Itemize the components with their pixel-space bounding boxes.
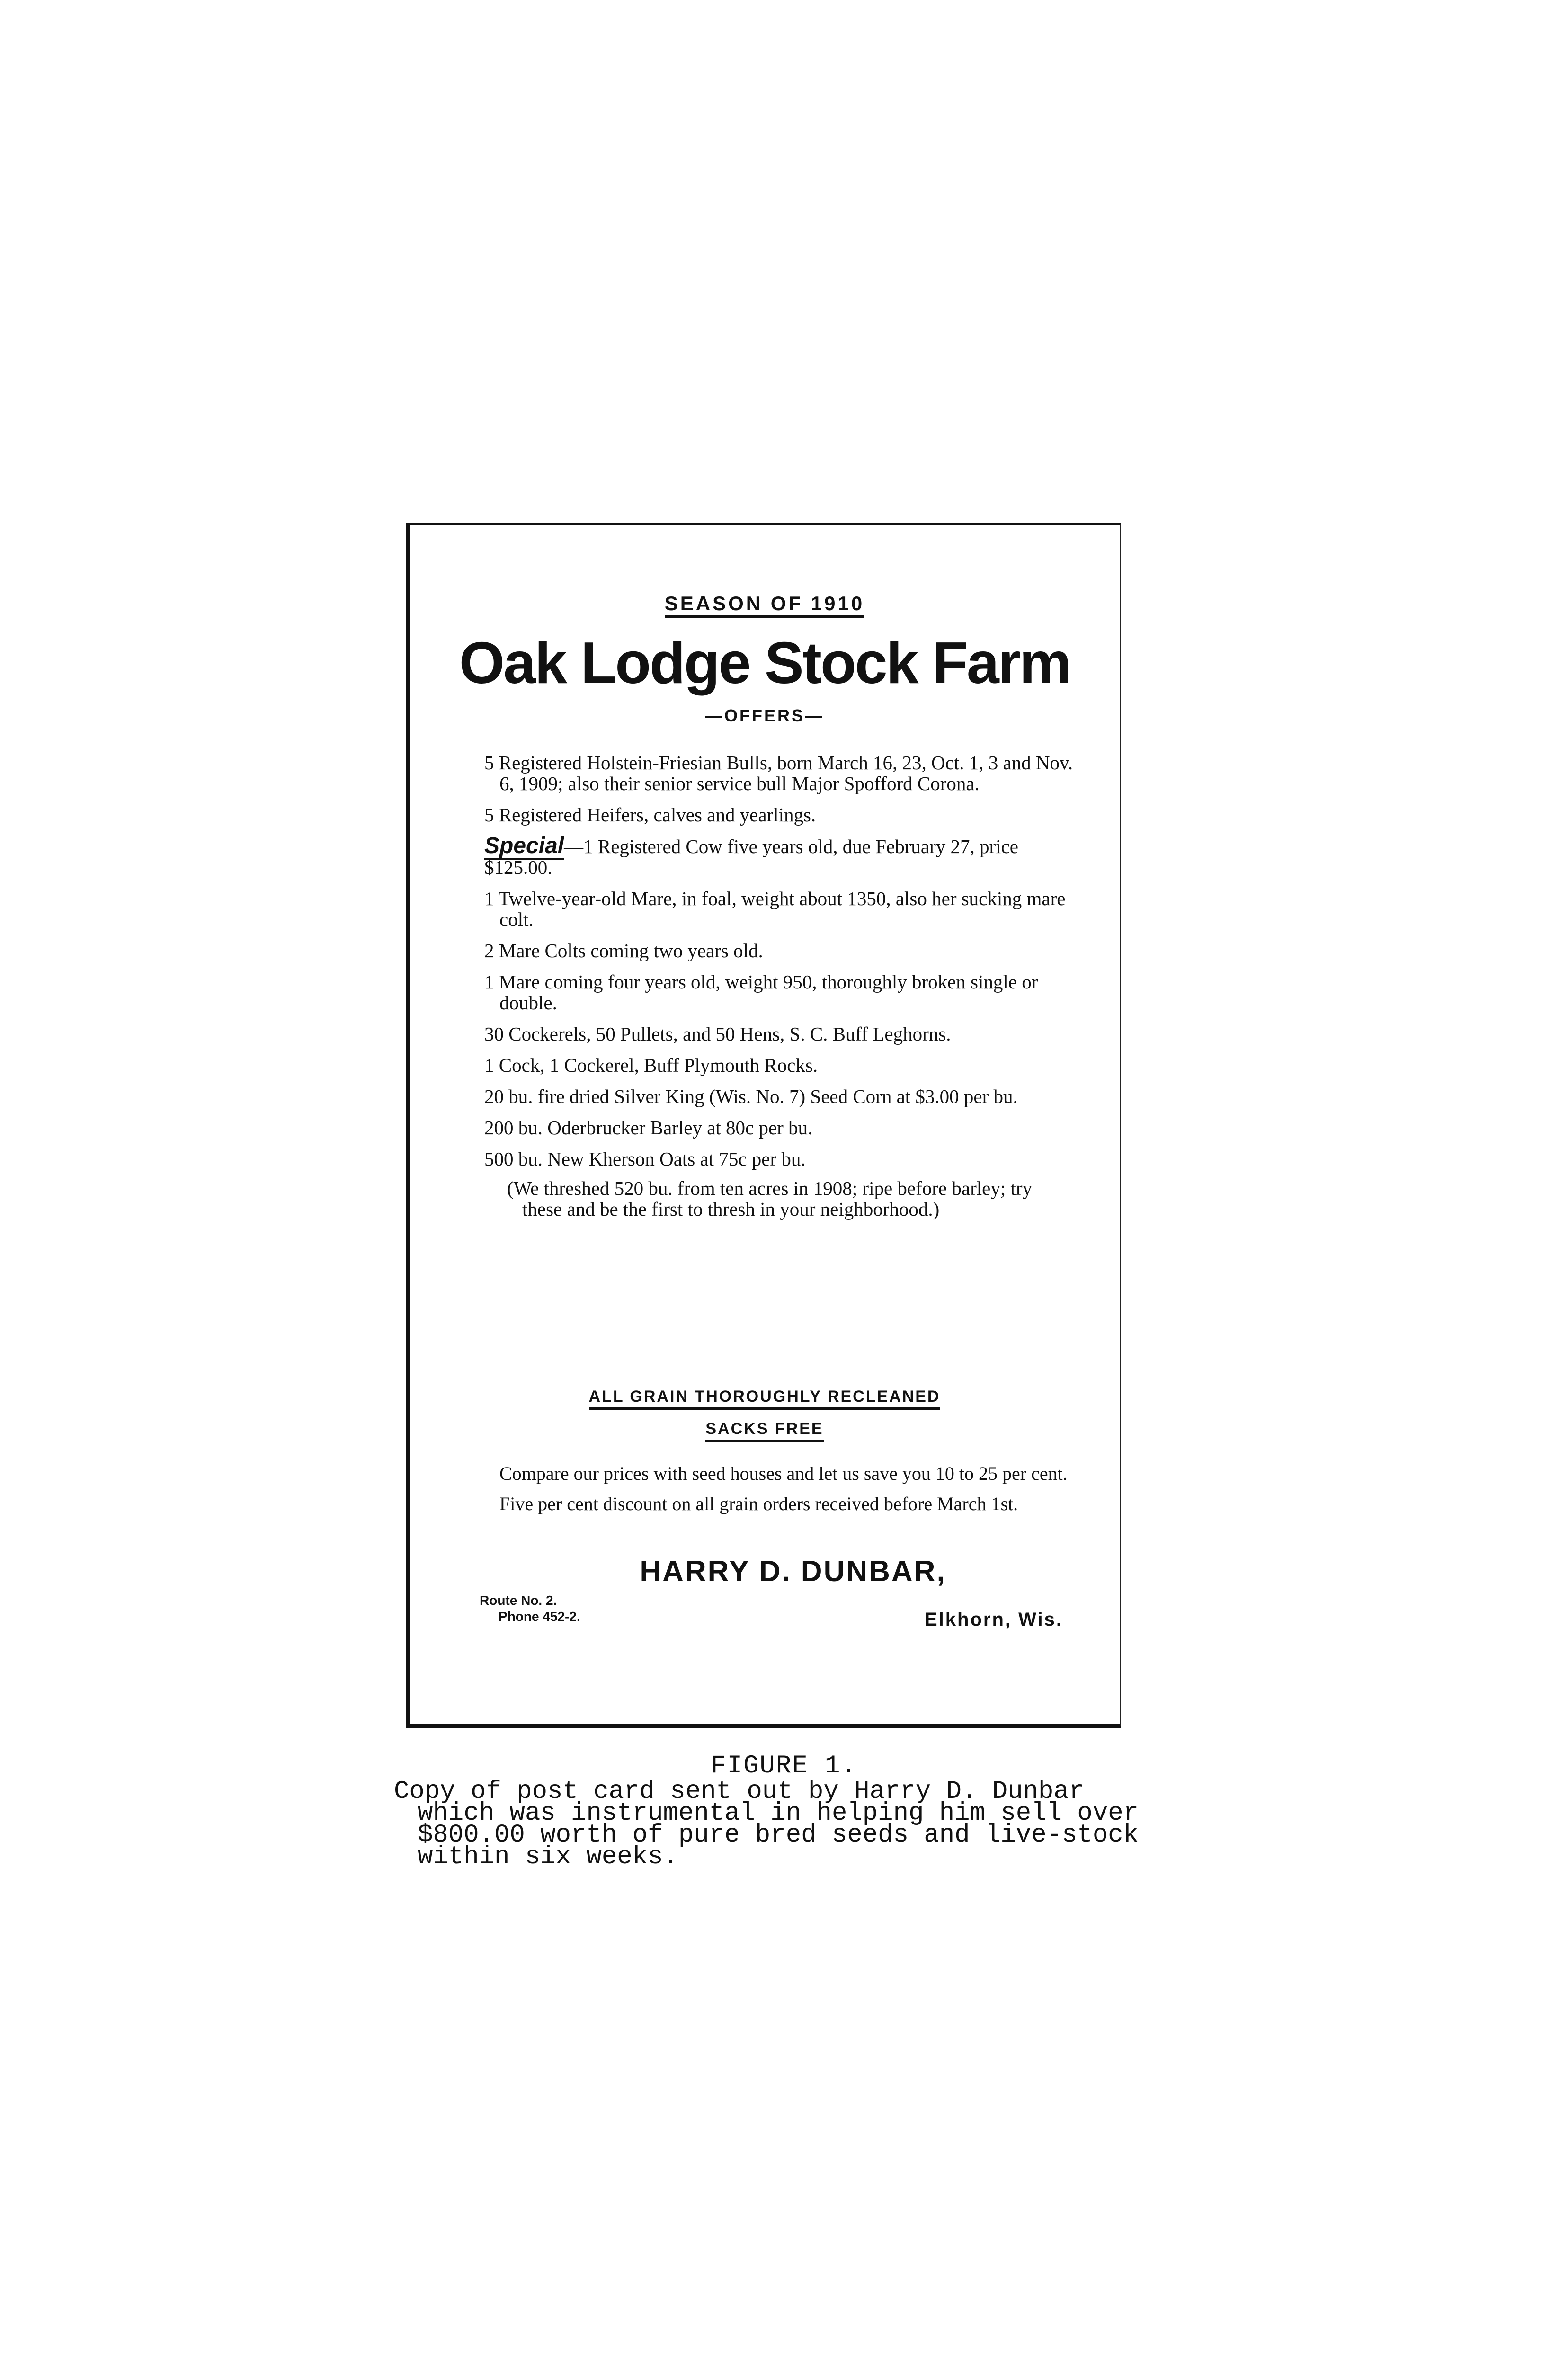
caption-line: $800.00 worth of pure bred seeds and live-stock xyxy=(418,1821,1139,1850)
closing-text xyxy=(484,1464,1071,1524)
figure-caption xyxy=(394,1777,1151,1871)
list-item: 5 Registered Heifers, calves and yearlings. xyxy=(484,804,816,826)
grain-notice: ALL GRAIN THOROUGHLY RECLEANED xyxy=(410,1388,1120,1406)
list-item: 2 Mare Colts coming two years old. xyxy=(484,940,763,961)
phone-number: Phone 452-2. xyxy=(499,1609,580,1624)
list-item: 1 Mare coming four years old, weight 950, thoroughly broken single or double. xyxy=(484,971,1038,1014)
offers-heading: —OFFERS— xyxy=(705,706,824,725)
special-label: Special xyxy=(484,833,564,860)
special-offer xyxy=(484,833,1074,878)
town-name: Elkhorn, Wis. xyxy=(924,1609,1063,1630)
sacks-notice: SACKS FREE xyxy=(410,1420,1120,1438)
list-item: 500 bu. New Kherson Oats at 75c per bu. xyxy=(484,1148,806,1170)
caption-line: Copy of post card sent out by Harry D. Dunbar xyxy=(394,1777,1085,1806)
caption-line: which was instrumental in helping him sell over xyxy=(418,1799,1139,1828)
list-item: 1 Cock, 1 Cockerel, Buff Plymouth Rocks. xyxy=(484,1054,818,1076)
postcard xyxy=(406,523,1121,1728)
farm-name: Oak Lodge Stock Farm xyxy=(459,631,1070,696)
list-item: 1 Twelve-year-old Mare, in foal, weight about 1350, also her sucking mare colt. xyxy=(484,888,1066,930)
offer-list xyxy=(484,752,1074,1230)
list-item: 5 Registered Holstein-Friesian Bulls, born March 16, 23, Oct. 1, 3 and Nov. 6, 1909; also their senior service bull Major Spofford Corona. xyxy=(484,752,1073,794)
oats-note: (We threshed 520 bu. from ten acres in 1908; ripe before barley; try these and be the first to thresh in your neighborhood.) xyxy=(507,1177,1033,1220)
list-item: 20 bu. fire dried Silver King (Wis. No. 7) Seed Corn at $3.00 per bu. xyxy=(484,1086,1018,1107)
discount-text: Five per cent discount on all grain orders received before March 1st. xyxy=(499,1493,1018,1514)
figure-label: FIGURE 1. xyxy=(711,1752,857,1780)
route-number: Route No. 2. xyxy=(480,1593,557,1608)
season-heading: SEASON OF 1910 xyxy=(410,592,1120,615)
compare-text: Compare our prices with seed houses and let us save you 10 to 25 per cent. xyxy=(499,1463,1068,1484)
list-item: 30 Cockerels, 50 Pullets, and 50 Hens, S. C. Buff Leghorns. xyxy=(484,1023,951,1045)
caption-line: within six weeks. xyxy=(418,1842,678,1871)
list-item: 200 bu. Oderbrucker Barley at 80c per bu. xyxy=(484,1117,813,1139)
contact-block xyxy=(480,1593,580,1625)
signer-name: HARRY D. DUNBAR, xyxy=(640,1555,946,1588)
special-text: —1 Registered Cow five years old, due February 27, price $125.00. xyxy=(484,836,1018,878)
